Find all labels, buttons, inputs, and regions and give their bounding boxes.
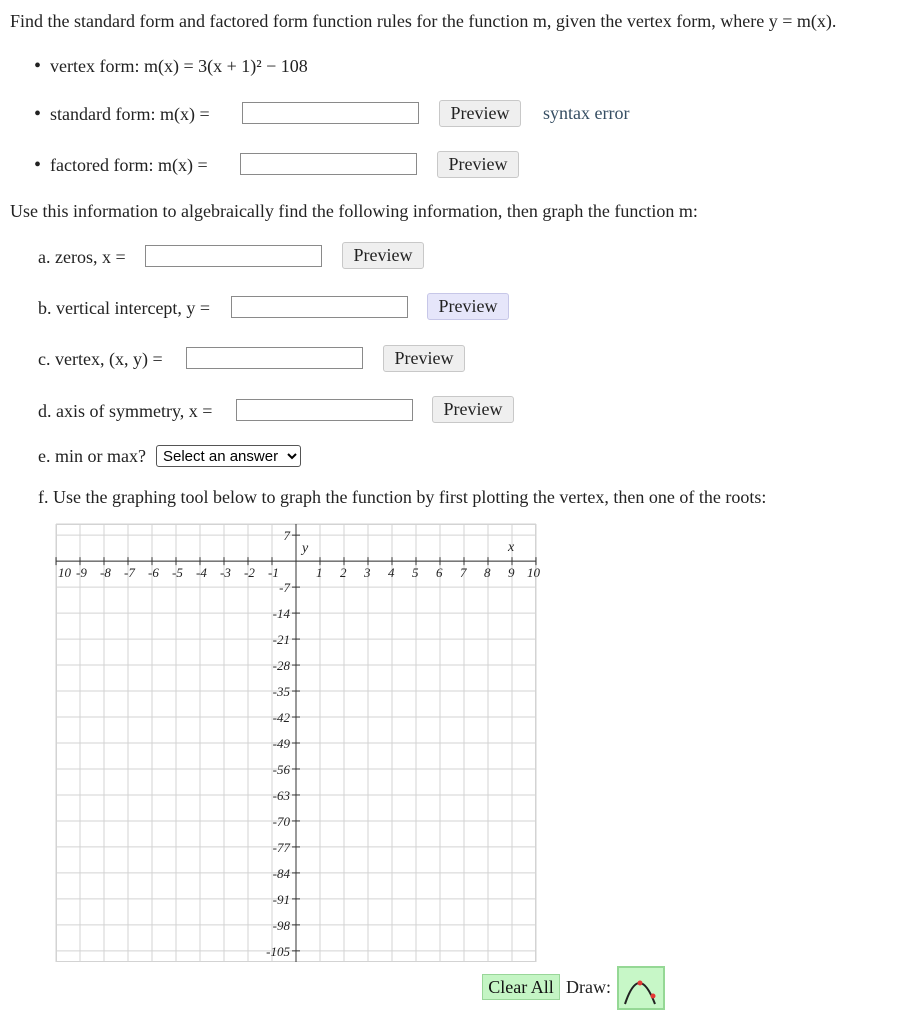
x-tick-label: -1 — [268, 565, 279, 581]
x-tick-label: -7 — [124, 565, 135, 581]
min-max-select[interactable] — [156, 445, 301, 467]
y-tick-label: -28 — [272, 658, 290, 674]
vertical-intercept-label: b. vertical intercept, y = — [38, 298, 211, 318]
draw-label: Draw: — [566, 977, 611, 997]
standard-form-input[interactable] — [242, 102, 419, 124]
axis-symmetry-input[interactable] — [236, 399, 413, 421]
y-tick-label: -105 — [266, 943, 290, 959]
x-tick-label: -6 — [148, 565, 159, 581]
bullet-icon: • — [34, 154, 42, 176]
vertex-preview-button[interactable]: Preview — [383, 345, 465, 372]
parabola-draw-tool[interactable] — [617, 966, 665, 1010]
y-axis-label: y — [302, 541, 309, 556]
factored-form-input[interactable] — [240, 153, 417, 175]
standard-form-label: standard form: m(x) = — [50, 104, 210, 124]
x-tick-label: 10 — [58, 565, 71, 581]
standard-form-item — [34, 103, 210, 125]
x-tick-label: -5 — [172, 565, 183, 581]
y-tick-label: -91 — [272, 891, 290, 907]
x-tick-label: -3 — [220, 565, 231, 581]
y-tick-label: -35 — [272, 684, 290, 700]
x-tick-label: 10 — [527, 565, 540, 581]
x-tick-label: 8 — [484, 565, 491, 581]
x-axis-label: x — [508, 540, 515, 556]
factored-preview-button[interactable]: Preview — [437, 151, 519, 178]
vertex-label: c. vertex, (x, y) = — [38, 349, 163, 369]
y-tick-label: -14 — [272, 606, 290, 622]
x-tick-label: 2 — [340, 565, 347, 581]
factored-form-item — [34, 154, 208, 176]
instructions-text: Use this information to algebraically find the following information, then graph the function m: — [10, 201, 698, 221]
x-tick-label: 5 — [412, 565, 419, 581]
x-tick-label: -2 — [244, 565, 255, 581]
graph-canvas[interactable] — [56, 524, 540, 962]
y-tick-label: -42 — [272, 710, 290, 726]
x-tick-label: 7 — [460, 565, 467, 581]
y-tick-label: -56 — [272, 761, 290, 777]
zeros-label: a. zeros, x = — [38, 247, 126, 267]
intercept-preview-button[interactable]: Preview — [427, 293, 509, 320]
axis-symmetry-label: d. axis of symmetry, x = — [38, 401, 213, 421]
intro-text: Find the standard form and factored form function rules for the function m, given the vertex form, where y = m(x). — [10, 11, 837, 31]
x-tick-label: 6 — [436, 565, 443, 581]
graph-instructions: f. Use the graphing tool below to graph the function by first plotting the vertex, then one of the roots: — [38, 487, 767, 507]
x-tick-label: 3 — [364, 565, 371, 581]
min-max-label: e. min or max? — [38, 446, 146, 466]
y-tick-label: -70 — [272, 813, 290, 829]
y-tick-label: -77 — [272, 839, 290, 855]
clear-all-button[interactable]: Clear All — [482, 974, 560, 1000]
x-tick-label: 4 — [388, 565, 395, 581]
y-tick-label: -63 — [272, 787, 290, 803]
x-tick-label: -4 — [196, 565, 207, 581]
parabola-icon — [619, 968, 663, 1008]
x-tick-label: 1 — [316, 565, 323, 581]
y-tick-label: 7 — [283, 528, 290, 544]
vertical-intercept-input[interactable] — [231, 296, 408, 318]
y-tick-label: -49 — [272, 736, 290, 751]
vertex-form-item — [34, 55, 308, 77]
axis-preview-button[interactable]: Preview — [432, 396, 514, 423]
zeros-preview-button[interactable]: Preview — [342, 242, 424, 269]
vertex-form-label: vertex form: m(x) = 3(x + 1)² − 108 — [50, 56, 308, 76]
bullet-icon: • — [34, 103, 42, 125]
y-tick-label: -84 — [272, 865, 290, 881]
x-tick-label: 9 — [508, 565, 515, 581]
zeros-input[interactable] — [145, 245, 322, 267]
y-tick-label: -7 — [279, 580, 290, 596]
x-tick-label: -8 — [100, 565, 111, 581]
bullet-icon: • — [34, 55, 42, 77]
y-tick-label: -21 — [272, 632, 290, 648]
vertex-input[interactable] — [186, 347, 363, 369]
y-tick-label: -98 — [272, 917, 290, 933]
x-tick-label: -9 — [76, 565, 87, 581]
standard-preview-button[interactable]: Preview — [439, 100, 521, 127]
factored-form-label: factored form: m(x) = — [50, 155, 208, 175]
syntax-error-text: syntax error — [543, 103, 630, 123]
